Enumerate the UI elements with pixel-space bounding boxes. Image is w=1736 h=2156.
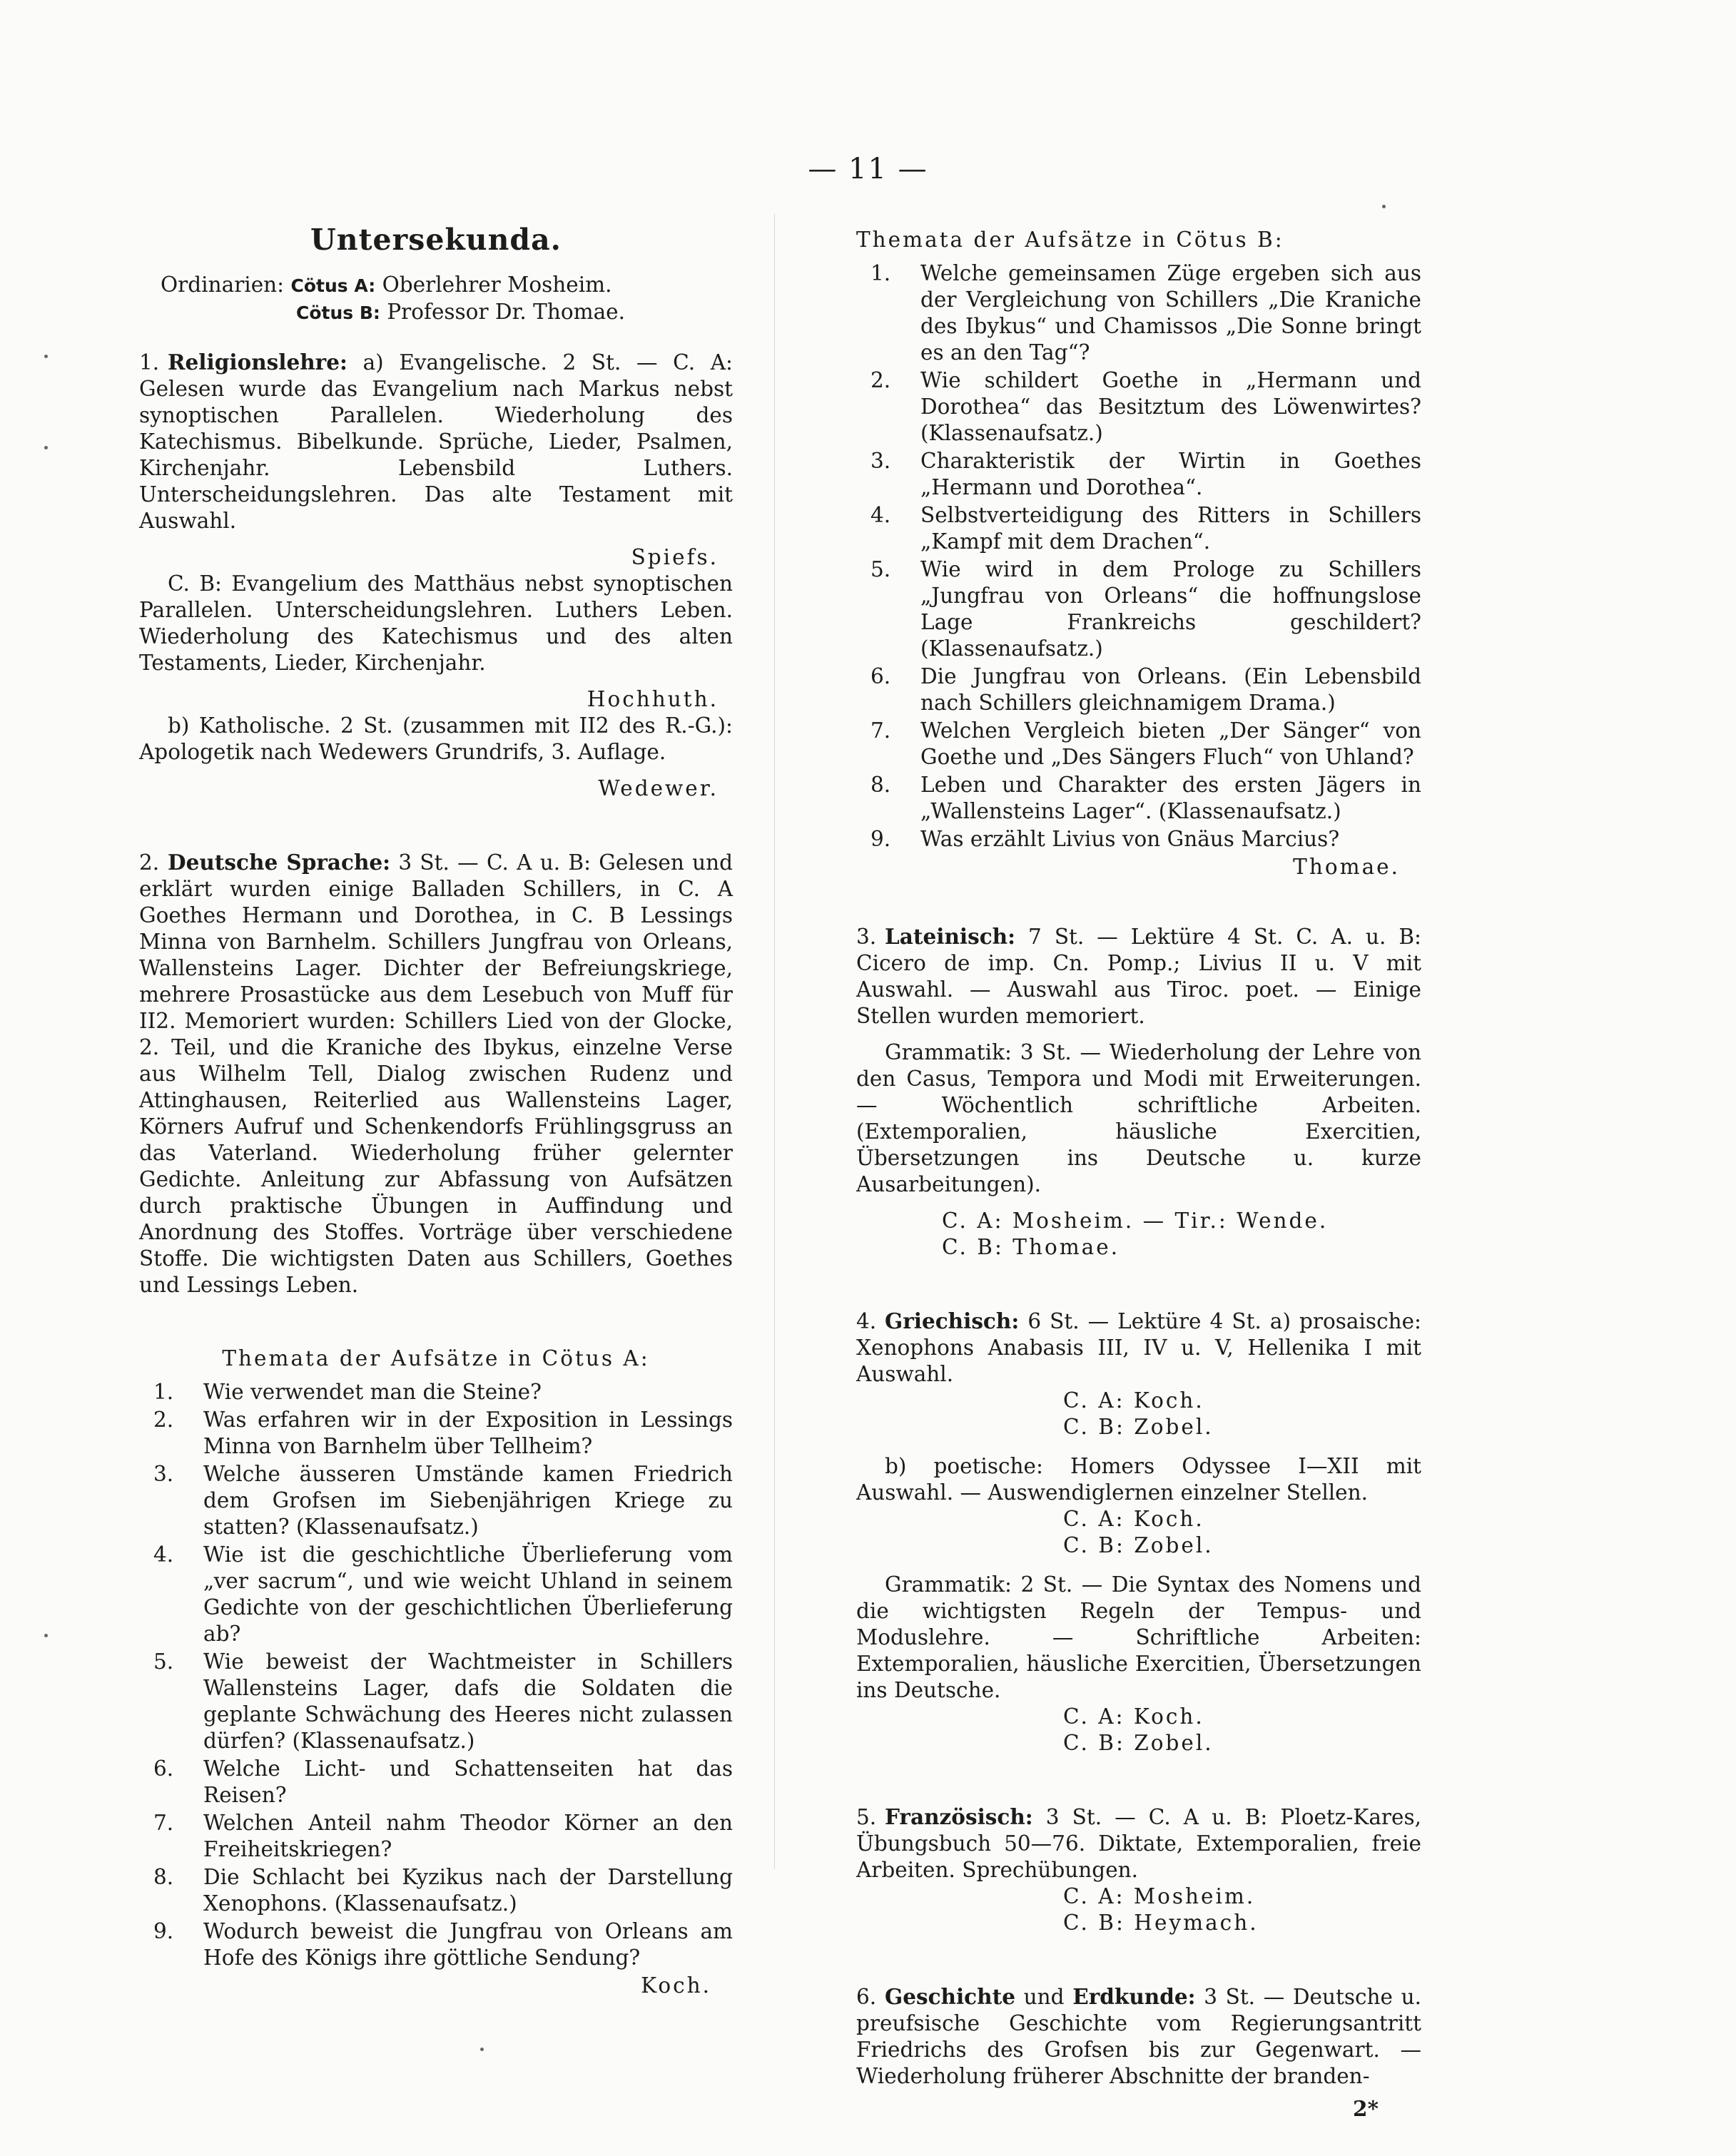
theme-item — [856, 502, 1421, 555]
theme-text: Wie ist die geschichtliche Überlieferung vom „ver sacrum“, und wie weicht Uhland in seinem Gedichte von der geschichtlichen Überlieferung ab? — [203, 1542, 733, 1646]
section-text: 6 St. — Lektüre 4 St. a) prosaische: Xenophons Anabasis III, IV u. V, Hellenika I mit Auswahl. — [856, 1309, 1421, 1386]
theme-number: 8. — [870, 773, 891, 797]
theme-number: 1. — [870, 261, 891, 285]
section-number: 2. — [139, 850, 160, 875]
section-heading-connector: und — [1023, 1985, 1065, 2009]
section-franzoesisch — [856, 1804, 1421, 1936]
section-paragraph: b) poetische: Homers Odyssee I—XII mit Auswahl. — Auswendiglernen einzelner Stellen. — [856, 1454, 1421, 1505]
theme-number: 3. — [153, 1462, 174, 1486]
theme-number: 2. — [870, 368, 891, 392]
themes-list — [139, 1379, 733, 1971]
teacher-name: Spiefs. — [631, 545, 719, 569]
theme-item — [139, 1542, 733, 1647]
theme-number: 6. — [870, 664, 891, 688]
column-divider — [774, 214, 775, 1869]
theme-number: 7. — [153, 1811, 174, 1835]
section-heading: Geschichte — [885, 1984, 1015, 2009]
section-number: 4. — [856, 1309, 877, 1333]
theme-number: 7. — [870, 718, 891, 743]
theme-text: Welchen Anteil nahm Theodor Körner an den Freiheitskriegen? — [203, 1811, 733, 1861]
theme-number: 2. — [153, 1408, 174, 1432]
theme-item — [856, 260, 1421, 366]
teacher-name: C. A: Mosheim. — [1063, 1884, 1256, 1908]
theme-item — [139, 1756, 733, 1809]
theme-item — [139, 1649, 733, 1754]
coetus-a-label: Cötus A: — [290, 275, 376, 296]
theme-item — [856, 772, 1421, 825]
theme-text: Wie beweist der Wachtmeister in Schillers Wallensteins Lager, dafs die Soldaten die geplante Schwächung des Heeres nicht zulassen dürfen? (Klassenaufsatz.) — [203, 1649, 733, 1753]
scan-speck — [44, 1634, 48, 1637]
section-heading: Griechisch: — [885, 1308, 1020, 1333]
theme-text: Selbstverteidigung des Ritters in Schillers „Kampf mit dem Drachen“. — [920, 503, 1421, 554]
section-text: a) Evangelische. 2 St. — C. A: Gelesen wurde das Evangelium nach Markus nebst synoptischen Parallelen. Wiederholung des Katechismus. Bibelkunde. Sprüche, Lieder, Psalmen, Kirchenjahr. Lebensbild Luthers. Unterscheidungslehren. Das alte Testament mit Auswahl. — [139, 350, 733, 533]
section-paragraph: C. B: Evangelium des Matthäus nebst synoptischen Parallelen. Unterscheidungslehren. Luthers Leben. Wiederholung des Katechismus und des alten Testaments, Lieder, Kirchenjahr. — [139, 571, 733, 675]
section-text: 3 St. — Deutsche u. preufsische Geschichte vom Regierungsantritt Friedrichs des Grofsen bis zur Gegenwart. — Wiederholung früherer Abschnitte der branden- — [856, 1985, 1421, 2088]
themes-list — [856, 260, 1421, 853]
section-text: 7 St. — Lektüre 4 St. C. A. u. B: Cicero de imp. Cn. Pomp.; Livius II u. V mit Auswahl. — Auswahl aus Tiroc. poet. — Einige Stellen wurden memoriert. — [856, 925, 1421, 1028]
theme-number: 5. — [870, 557, 891, 581]
theme-text: Welche gemeinsamen Züge ergeben sich aus der Vergleichung von Schillers „Die Kraniche des Ibykus“ und Chamissos „Die Sonne bringt es an den Tag“? — [920, 261, 1421, 365]
section-text: 3 St. — C. A u. B: Ploetz-Kares, Übungsbuch 50—76. Diktate, Extemporalien, freie Arbeiten. Sprechübungen. — [856, 1805, 1421, 1882]
teacher-name: C. B: Heymach. — [1063, 1911, 1259, 1935]
teacher-name: Koch. — [641, 1973, 711, 1998]
scan-speck — [44, 446, 48, 449]
page-number: — 11 — — [808, 153, 928, 185]
theme-number: 4. — [870, 503, 891, 527]
theme-text: Welche äusseren Umstände kamen Friedrich dem Grofsen im Siebenjährigen Kriege zu statten? (Klassenaufsatz.) — [203, 1462, 733, 1539]
teacher-name: C. A: Koch. — [1063, 1388, 1204, 1413]
theme-number: 1. — [153, 1380, 174, 1404]
section-paragraph: b) Katholische. 2 St. (zusammen mit II2 des R.-G.): Apologetik nach Wedewers Grundrifs, 3. Auflage. — [139, 713, 733, 764]
theme-text: Welche Licht- und Schattenseiten hat das Reisen? — [203, 1756, 733, 1807]
section-heading: Französisch: — [885, 1804, 1033, 1829]
themes-heading: Themata der Aufsätze in Cötus B: — [856, 228, 1284, 252]
section-paragraph: Grammatik: 2 St. — Die Syntax des Nomens und die wichtigsten Regeln der Tempus- und Moduslehre. — Schriftliche Arbeiten: Extemporalien, häusliche Exercitien, Übersetzungen ins Deutsche. — [856, 1572, 1421, 1702]
theme-item — [139, 1918, 733, 1971]
teacher-name: Wedewer. — [598, 776, 719, 800]
right-column — [856, 227, 1421, 2122]
signature-mark: 2* — [1353, 2096, 1379, 2121]
theme-item — [856, 556, 1421, 662]
theme-number: 9. — [870, 827, 891, 851]
theme-item — [856, 718, 1421, 771]
section-number: 1. — [139, 350, 160, 375]
theme-number: 9. — [153, 1919, 174, 1943]
teacher-name: C. A: Koch. — [1063, 1704, 1204, 1729]
theme-item — [856, 367, 1421, 447]
section-number: 5. — [856, 1805, 877, 1829]
scan-speck — [1382, 205, 1386, 208]
theme-text: Wie schildert Goethe in „Hermann und Dorothea“ das Besitztum des Löwenwirtes? (Klassenaufsatz.) — [920, 368, 1421, 445]
teacher-name: C. B: Zobel. — [1063, 1415, 1214, 1439]
teacher-name: C. B: Thomae. — [942, 1235, 1120, 1259]
theme-item — [856, 663, 1421, 716]
left-column — [139, 223, 733, 1999]
section-griechisch — [856, 1308, 1421, 1756]
themes-heading: Themata der Aufsätze in Cötus A: — [222, 1346, 650, 1371]
teacher-name: Thomae. — [1293, 855, 1400, 879]
coetus-b-teacher: Professor Dr. Thomae. — [387, 300, 626, 324]
theme-number: 4. — [153, 1542, 174, 1567]
section-heading: Religionslehre: — [168, 350, 347, 375]
theme-item — [139, 1407, 733, 1460]
coetus-b-label: Cötus B: — [296, 302, 380, 323]
theme-text: Die Schlacht bei Kyzikus nach der Darstellung Xenophons. (Klassenaufsatz.) — [203, 1865, 733, 1916]
section-heading: Lateinisch: — [885, 924, 1016, 949]
ordinarien-a — [139, 272, 733, 299]
section-religionslehre — [139, 349, 733, 802]
theme-text: Wodurch beweist die Jungfrau von Orleans am Hofe des Königs ihre göttliche Sendung? — [203, 1919, 733, 1970]
section-heading: Erdkunde: — [1072, 1984, 1196, 2009]
themes-coetus-b — [856, 227, 1421, 880]
section-deutsche-sprache — [139, 849, 733, 1298]
teacher-name: C. B: Zobel. — [1063, 1731, 1214, 1755]
ordinarien-prefix: Ordinarien: — [161, 273, 285, 297]
theme-item — [139, 1379, 733, 1405]
theme-item — [139, 1461, 733, 1540]
theme-text: Charakteristik der Wirtin in Goethes „Hermann und Dorothea“. — [920, 449, 1421, 499]
theme-item — [139, 1864, 733, 1917]
section-lateinisch — [856, 923, 1421, 1261]
theme-number: 6. — [153, 1756, 174, 1781]
section-heading: Deutsche Sprache: — [168, 850, 391, 875]
section-number: 3. — [856, 925, 877, 949]
scan-speck — [480, 2048, 484, 2051]
section-paragraph: Grammatik: 3 St. — Wiederholung der Lehre von den Casus, Tempora und Modi mit Erweiterungen. — Wöchentlich schriftliche Arbeiten. (Extemporalien, häusliche Exercitien, Übersetzungen ins Deutsche u. kurze Ausarbeitungen). — [856, 1040, 1421, 1196]
theme-text: Welchen Vergleich bieten „Der Sänger“ von Goethe und „Des Sängers Fluch“ von Uhland? — [920, 718, 1421, 769]
ordinarien-b — [139, 299, 733, 326]
ordinarien-block — [139, 272, 733, 326]
section-geschichte-erdkunde — [856, 1983, 1421, 2122]
theme-text: Wie wird in dem Prologe zu Schillers „Jungfrau von Orleans“ die hoffnungslose Lage Frankreichs geschildert? (Klassenaufsatz.) — [920, 557, 1421, 661]
coetus-a-teacher: Oberlehrer Mosheim. — [382, 273, 612, 297]
theme-text: Leben und Charakter des ersten Jägers in „Wallensteins Lager“. (Klassenaufsatz.) — [920, 773, 1421, 823]
section-number: 6. — [856, 1985, 877, 2009]
section-title: Untersekunda. — [310, 223, 562, 257]
theme-item — [856, 448, 1421, 501]
teacher-name: Hochhuth. — [587, 687, 719, 711]
theme-number: 5. — [153, 1649, 174, 1674]
theme-item — [139, 1810, 733, 1863]
teacher-name: C. A: Mosheim. — Tir.: Wende. — [942, 1209, 1329, 1233]
theme-item — [856, 826, 1421, 853]
theme-number: 8. — [153, 1865, 174, 1889]
theme-text: Wie verwendet man die Steine? — [203, 1380, 542, 1404]
theme-text: Was erfahren wir in der Exposition in Lessings Minna von Barnhelm über Tellheim? — [203, 1408, 733, 1458]
teacher-name: C. B: Zobel. — [1063, 1533, 1214, 1557]
themes-coetus-a — [139, 1346, 733, 1999]
theme-number: 3. — [870, 449, 891, 473]
theme-text: Was erzählt Livius von Gnäus Marcius? — [920, 827, 1340, 851]
scan-speck — [44, 355, 48, 358]
section-text: 3 St. — C. A u. B: Gelesen und erklärt wurden einige Balladen Schillers, in C. A Goethes Hermann und Dorothea, in C. B Lessings Minna von Barnhelm. Schillers Jungfrau von Orleans, Wallensteins Lager. Dichter der Befreiungskriege, mehrere Prosastücke aus dem Lesebuch von Muff für II2. Memoriert wurden: Schillers Lied von der Glocke, 2. Teil, und die Kraniche des Ibykus, einzelne Verse aus Wilhelm Tell, Dialog zwischen Rudenz und Attinghausen, Reiterlied aus Wallensteins Lager, Körners Aufruf und Schenkendorfs Frühlingsgruss an das Vaterland. Wiederholung früher gelernter Gedichte. Anleitung zur Abfassung von Aufsätzen durch praktische Übungen in Auffindung und Anordnung des Stoffes. Vorträge über verschiedene Stoffe. Die wichtigsten Daten aus Schillers, Goethes und Lessings Leben. — [139, 850, 733, 1297]
theme-text: Die Jungfrau von Orleans. (Ein Lebensbild nach Schillers gleichnamigem Drama.) — [920, 664, 1421, 715]
teacher-name: C. A: Koch. — [1063, 1507, 1204, 1531]
